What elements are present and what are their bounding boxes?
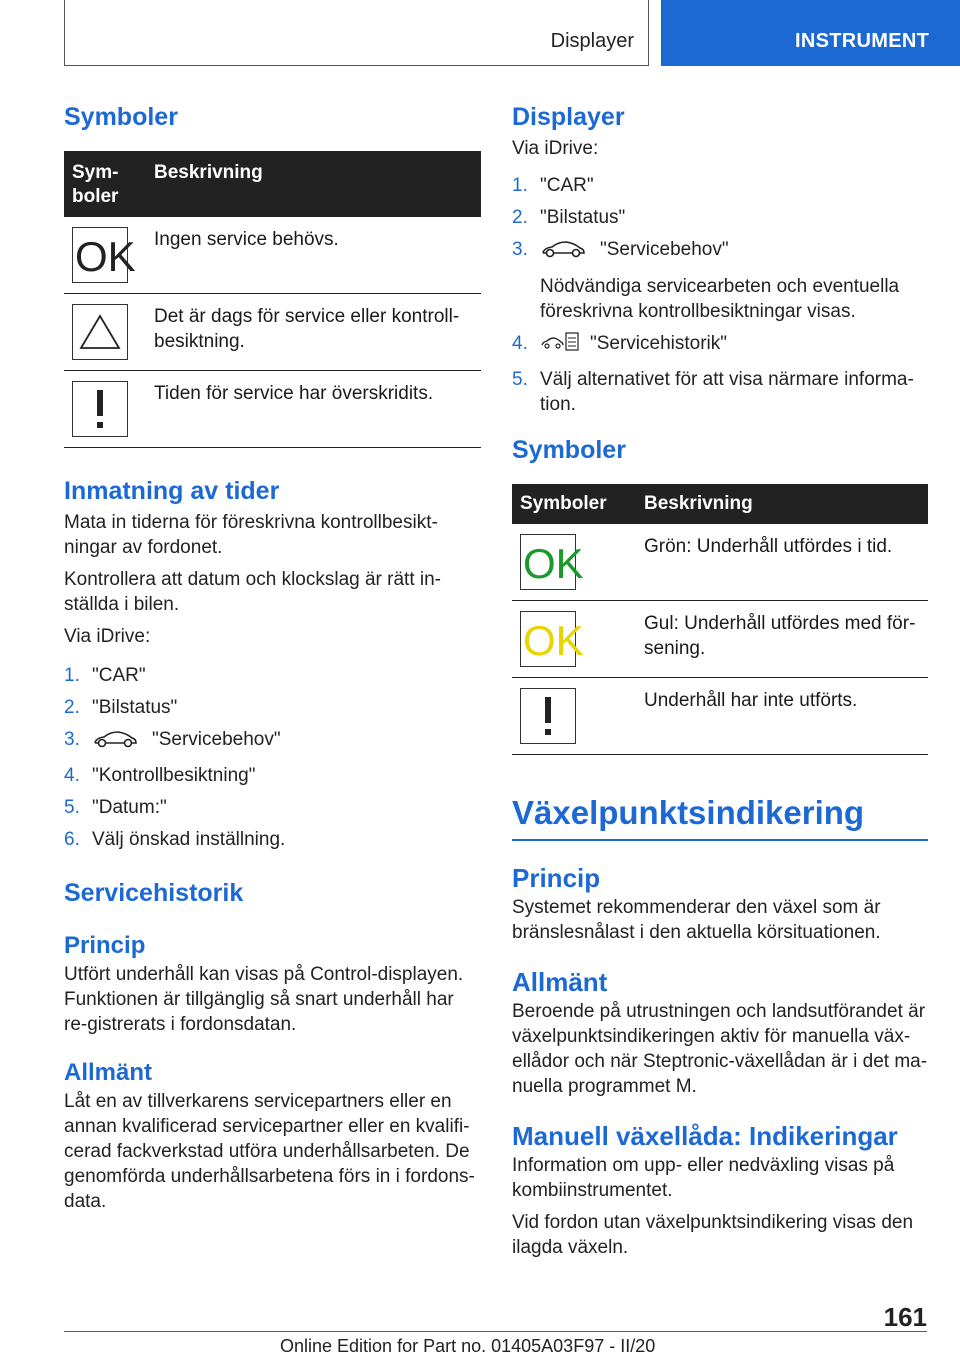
- header-chapter: INSTRUMENT: [661, 0, 960, 66]
- table2-col-description: [636, 484, 928, 524]
- vaxelpunkt-heading: Växelpunktsindikering: [512, 791, 928, 841]
- table-row: [512, 524, 928, 601]
- symbol-table-1: [64, 151, 481, 448]
- table1-col1: Sym- boler: [72, 162, 119, 207]
- footer-edition: Online Edition for Part no. 01405A03F97 - II/20: [280, 1336, 656, 1356]
- list-item: 1. "CAR": [64, 665, 146, 686]
- table-row: [64, 294, 481, 371]
- svg-text:OK: OK: [523, 540, 584, 587]
- table2-row3-text: Underhåll har inte utförts.: [636, 678, 928, 755]
- allmant-heading-right: Allmänt: [512, 967, 608, 997]
- servicehistorik-heading: Servicehistorik: [64, 879, 244, 907]
- table1-row3-text: Tiden för service har överskridits.: [146, 371, 481, 448]
- list-item: 3. "Servicebehov": [64, 727, 481, 756]
- car-icon: [92, 729, 138, 756]
- table1-row1-text: Ingen service behövs.: [146, 217, 481, 294]
- list-item: 6. Välj önskad inställning.: [64, 829, 286, 850]
- servicebehov-description: Nödvändiga servicearbeten och eventuella föreskrivna kontrollbesiktningar visas.: [540, 276, 900, 322]
- princip-heading-left: Princip: [64, 932, 146, 959]
- allmant-text-left: Låt en av tillverkarens servicepartners eller en annan kvalificerad servicepartner eller en kvalifi-cerad fackverkstad utföra underhållsarbeten. De genomförda underhållsarbetena förs in i fordons-data.: [64, 1091, 475, 1212]
- allmant-heading-left: Allmänt: [64, 1059, 153, 1086]
- symboler-heading-right: Symboler: [512, 436, 626, 464]
- list-item: 1. "CAR": [512, 175, 594, 196]
- manuell-p1: Information om upp- eller nedväxling visas på kombiinstrumentet.: [512, 1155, 895, 1201]
- inmatning-via: Via iDrive:: [64, 626, 151, 647]
- table1-col-description: [146, 151, 481, 217]
- displayer-via: Via iDrive:: [512, 138, 599, 159]
- table1-col2: Beskrivning: [154, 162, 263, 183]
- table-row: [512, 678, 928, 755]
- princip-heading-right: Princip: [512, 863, 601, 893]
- symboler-heading: Symboler: [64, 103, 178, 131]
- list-item: 2. "Bilstatus": [64, 697, 178, 718]
- table-row: [512, 601, 928, 678]
- inmatning-steps: [64, 663, 481, 852]
- svg-text:OK: OK: [523, 617, 584, 664]
- svg-text:OK: OK: [75, 233, 136, 280]
- inmatning-p1: Mata in tiderna för föreskrivna kontrollbesikt-ningar av fordonet.: [64, 512, 438, 558]
- displayer-heading: Displayer: [512, 103, 625, 131]
- inmatning-heading: Inmatning av tider: [64, 477, 280, 505]
- table1-row2-text: Det är dags för service eller kontroll-besiktning.: [146, 294, 481, 371]
- ok-green-icon: [520, 534, 584, 590]
- ok-yellow-icon: [520, 611, 584, 667]
- symbol-table-2: [512, 484, 928, 755]
- list-item: 2. "Bilstatus": [512, 207, 626, 228]
- exclamation-icon: [520, 688, 576, 744]
- header-section: Displayer: [550, 30, 634, 52]
- displayer-steps: [512, 173, 928, 417]
- list-item: 5. "Datum:": [64, 797, 167, 818]
- table2-col1: Symboler: [520, 493, 607, 514]
- left-column: [64, 100, 481, 1214]
- footer-divider: [64, 1331, 927, 1332]
- princip-text-left: Utfört underhåll kan visas på Control-displayen. Funktionen är tillgänglig så snart underhåll har re-gistrerats i fordonsdatan.: [64, 964, 464, 1035]
- service-history-icon: [540, 331, 580, 360]
- table2-row1-text: Grön: Underhåll utfördes i tid.: [636, 524, 928, 601]
- list-item: 4. "Kontrollbesiktning": [64, 765, 256, 786]
- allmant-text-right: Beroende på utrustningen och landsutförandet är växelpunktsindikeringen aktiv för manuella väx-ellådor och när Steptronic-växellådan är i det ma-nuella programmet M.: [512, 1001, 928, 1097]
- car-icon: [540, 239, 586, 266]
- warning-triangle-icon: [72, 304, 128, 360]
- table2-row2-text: Gul: Underhåll utfördes med för-sening.: [636, 601, 928, 678]
- table-row: [64, 217, 481, 294]
- header-box: [64, 0, 649, 66]
- list-item: 5. Välj alternativet för att visa närmare informa-tion.: [512, 369, 914, 415]
- list-item: 3. "Servicebehov" Nödvändiga servicearbeten och eventuella föreskrivna kontrollbesiktningar visas.: [512, 237, 928, 324]
- exclamation-icon: [72, 381, 128, 437]
- manuell-p2: Vid fordon utan växelpunktsindikering visas den ilagda växeln.: [512, 1212, 914, 1258]
- manuell-heading: Manuell växellåda: Indikeringar: [512, 1121, 898, 1151]
- table-row: [64, 371, 481, 448]
- table1-col-symbols: [64, 151, 146, 217]
- table2-col-symbols: [512, 484, 636, 524]
- princip-text-right: Systemet rekommenderar den växel som är bränslesnålast i den aktuella körsituationen.: [512, 897, 881, 943]
- list-item: 4. "Servicehistorik": [512, 331, 928, 360]
- ok-icon: [72, 227, 136, 283]
- inmatning-p2: Kontrollera att datum och klockslag är rätt in-ställda i bilen.: [64, 569, 442, 615]
- page-number: 161: [883, 1302, 927, 1332]
- table2-col2: Beskrivning: [644, 493, 753, 514]
- right-column: [512, 100, 928, 1260]
